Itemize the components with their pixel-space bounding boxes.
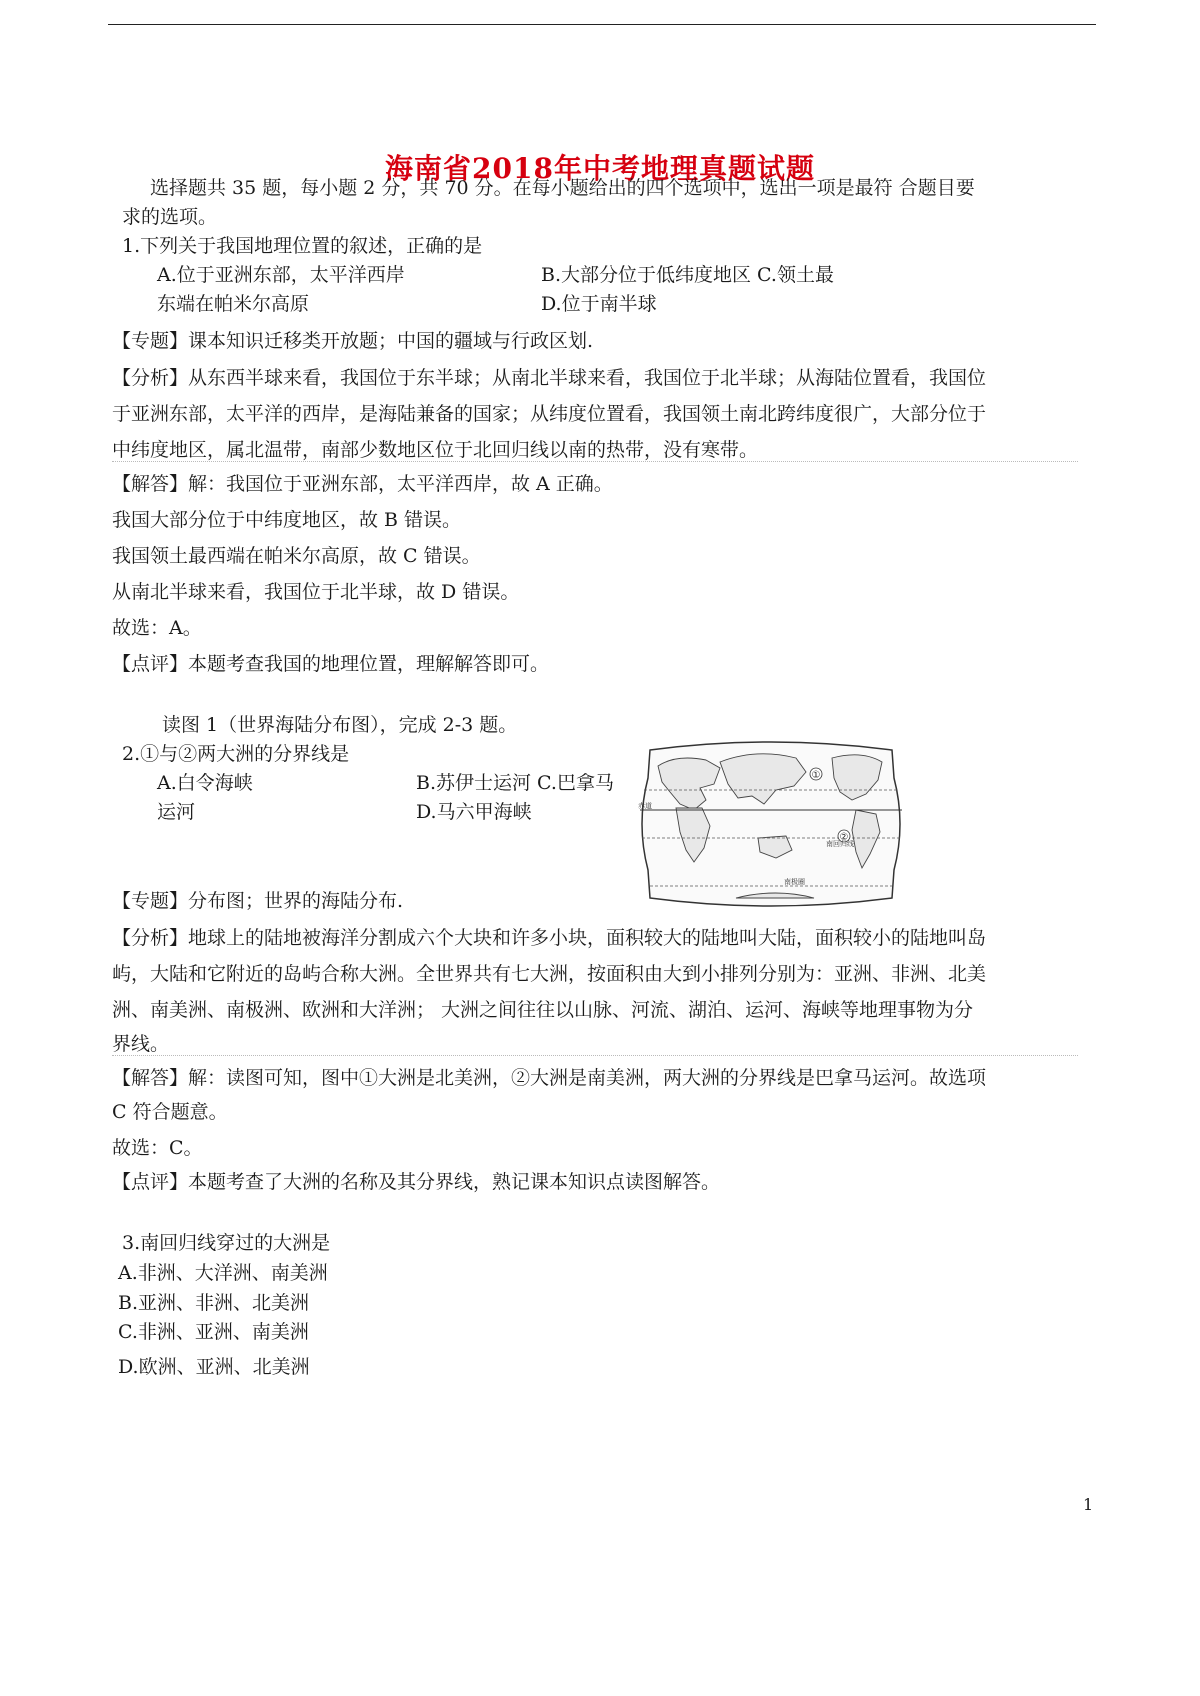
q2-lead: 读图 1（世界海陆分布图），完成 2-3 题。 — [162, 714, 518, 736]
q1-analysis-line: 【分析】从东西半球来看，我国位于东半球；从南北半球来看，我国位于北半球；从海陆位置看，我国位 — [112, 367, 987, 389]
q2-option: A.白令海峡 — [157, 772, 253, 794]
q2-analysis-line: 屿，大陆和它附近的岛屿合称大洲。全世界共有七大洲，按面积由大到小排列分别为：亚洲、非洲、北美 — [112, 963, 987, 985]
q3-option: D.欧洲、亚洲、北美洲 — [118, 1356, 310, 1378]
intro-line: 求的选项。 — [122, 206, 218, 228]
q1-option: D.位于南半球 — [541, 293, 657, 315]
marker-2-label: ② — [839, 832, 849, 843]
q1-answer-line: 故选：A。 — [112, 617, 202, 639]
q1-answer-line: 我国领土最西端在帕米尔高原，故 C 错误。 — [112, 545, 481, 567]
q1-topic: 【专题】课本知识迁移类开放题；中国的疆域与行政区划. — [112, 330, 594, 352]
page-number: 1 — [1083, 1495, 1094, 1514]
q2-option: B.苏伊士运河 C.巴拿马 — [416, 772, 614, 794]
q1-option: B.大部分位于低纬度地区 C.领土最 — [541, 264, 834, 286]
world-map-figure — [636, 738, 906, 910]
q3-stem: 3.南回归线穿过的大洲是 — [122, 1232, 331, 1254]
q1-option: 东端在帕米尔高原 — [157, 293, 310, 315]
q1-analysis-line: 于亚洲东部，太平洋的西岸，是海陆兼备的国家；从纬度位置看，我国领土南北跨纬度很广，大部分位于 — [112, 403, 987, 425]
q2-answer-line: 【解答】解：读图可知，图中①大洲是北美洲，②大洲是南美洲，两大洲的分界线是巴拿马运河。故选项 — [112, 1067, 987, 1089]
intro-line: 选择题共 35 题，每小题 2 分，共 70 分。在每小题给出的四个选项中，选出一项是最符 合题目要 — [150, 177, 975, 199]
q1-option: A.位于亚洲东部，太平洋西岸 — [157, 264, 405, 286]
document-title: 海南省2018年中考地理真题试题 — [385, 152, 815, 185]
equator-label: 赤道 — [638, 802, 652, 810]
q2-answer-line: C 符合题意。 — [112, 1101, 228, 1123]
q2-analysis-line: 洲、南美洲、南极洲、欧洲和大洋洲； 大洲之间往往以山脉、河流、湖泊、运河、海峡等地理事物为分 — [112, 999, 974, 1021]
q1-stem: 1.下列关于我国地理位置的叙述，正确的是 — [122, 235, 483, 257]
marker-1-label: ① — [811, 770, 821, 781]
q2-option: D.马六甲海峡 — [416, 801, 532, 823]
q1-comment: 【点评】本题考查我国的地理位置，理解解答即可。 — [112, 653, 550, 675]
section-divider — [112, 461, 1078, 462]
q3-option: A.非洲、大洋洲、南美洲 — [118, 1262, 328, 1284]
q2-analysis-line: 【分析】地球上的陆地被海洋分割成六个大块和许多小块，面积较大的陆地叫大陆，面积较小的陆地叫岛 — [112, 927, 987, 949]
q2-comment: 【点评】本题考查了大洲的名称及其分界线，熟记课本知识点读图解答。 — [112, 1171, 721, 1193]
q1-analysis-line: 中纬度地区，属北温带，南部少数地区位于北回归线以南的热带，没有寒带。 — [112, 439, 759, 461]
section-divider — [112, 1055, 1078, 1056]
q2-topic: 【专题】分布图；世界的海陆分布. — [112, 890, 404, 912]
q1-answer-line: 我国大部分位于中纬度地区，故 B 错误。 — [112, 509, 462, 531]
q3-option: B.亚洲、非洲、北美洲 — [118, 1292, 310, 1314]
q3-option: C.非洲、亚洲、南美洲 — [118, 1321, 309, 1343]
antarctic-circle-label: 南极圈 — [784, 878, 805, 886]
q2-analysis-line: 界线。 — [112, 1033, 170, 1055]
q1-answer-line: 从南北半球来看，我国位于北半球，故 D 错误。 — [112, 581, 520, 603]
q2-stem: 2.①与②两大洲的分界线是 — [122, 743, 350, 765]
q1-answer-line: 【解答】解：我国位于亚洲东部，太平洋西岸，故 A 正确。 — [112, 473, 613, 495]
header-rule — [108, 24, 1096, 25]
q2-answer-line: 故选：C。 — [112, 1137, 203, 1159]
q2-option: 运河 — [157, 801, 196, 823]
tropic-of-capricorn-label: 南回归线 — [826, 840, 854, 848]
